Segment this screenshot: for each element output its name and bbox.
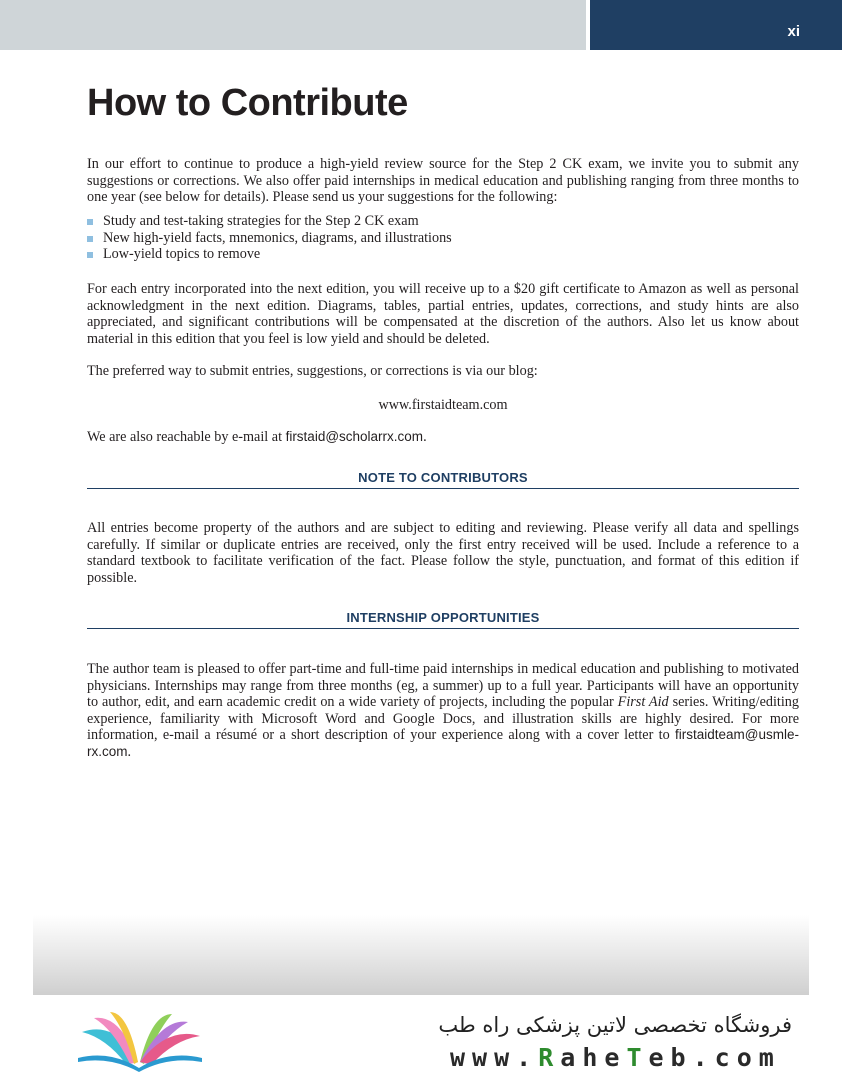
page-title: How to Contribute [87,82,408,124]
note-paragraph: All entries become property of the authors and are subject to editing and reviewing. Please verify all data and spellings carefully. If similar or duplicate entries are received, only the first entry received will be used. Include a reference to a standard textbook to facilitate verification of the fact. Please follow the style, punctuation, and format of this edition if possible. [87,520,799,586]
internship-paragraph: The author team is pleased to offer part-time and full-time paid internships in medical education and publishing to motivated physicians. Internships may range from three months (eg, a summer) up to a full year. Participants will have an opportunity to author, edit, and earn academic credit on a wide variety of projects, including the popular First Aid series. Writing/editing experience, familiarity with Microsoft Word and Google Docs, and illustration skills are highly desired. For more information, e-mail a résumé or a short description of your experience along with a cover letter to firstaidteam@usmle-rx.com. [87,661,799,760]
suggestion-list [87,213,799,263]
bullet-square-icon [87,236,93,242]
note-section-heading: NOTE TO CONTRIBUTORS [358,470,528,485]
preferred-way-paragraph: The preferred way to submit entries, suggestions, or corrections is via our blog: [87,363,538,379]
section-divider [87,488,799,489]
header-bar-right [590,0,842,50]
intro-text: In our effort to continue to produce a high-yield review source for the Step 2 CK exam, we invite you to submit any suggestions or corrections. We also offer paid internships in medical education and publishing ranging from three months to one year (see below for details). Please send us your suggestions for the following: [87,156,799,205]
internship-section-heading: INTERNSHIP OPPORTUNITIES [346,610,540,625]
reward-paragraph: For each entry incorporated into the next edition, you will receive up to a $20 gift certificate to Amazon as well as personal acknowledgment in the next edition. Diagrams, tables, partial entries, updates, corrections, and study hints are also appreciated, and significant contributions will be compensated at the discretion of the authors. Also let us know about material in this edition that you feel is low yield and should be deleted. [87,281,799,347]
contact-email-link[interactable]: firstaid@scholarrx.com [285,429,424,444]
list-item: Study and test-taking strategies for the Step 2 CK exam [87,213,799,230]
open-book-logo-icon [76,1010,204,1072]
bullet-square-icon [87,252,93,258]
email-paragraph: We are also reachable by e-mail at firstaid@scholarrx.com. [87,429,427,445]
list-item: New high-yield facts, mnemonics, diagrams, and illustrations [87,230,799,247]
page-number: xi [787,23,800,40]
internship-email-link[interactable]: firstaidteam@usmle-rx.com [87,727,799,759]
bullet-square-icon [87,219,93,225]
blog-link[interactable]: www.firstaidteam.com [378,397,508,413]
watermark-url: www.RaheTeb.com [450,1043,781,1072]
header-bar-left [0,0,586,50]
section-divider [87,628,799,629]
blog-link-row [87,396,799,414]
list-item: Low-yield topics to remove [87,246,799,263]
watermark-store-name: فروشگاه تخصصی لاتین پزشکی راه طب [438,1013,792,1037]
footer-shadow [33,915,809,995]
intro-paragraph [87,156,799,206]
